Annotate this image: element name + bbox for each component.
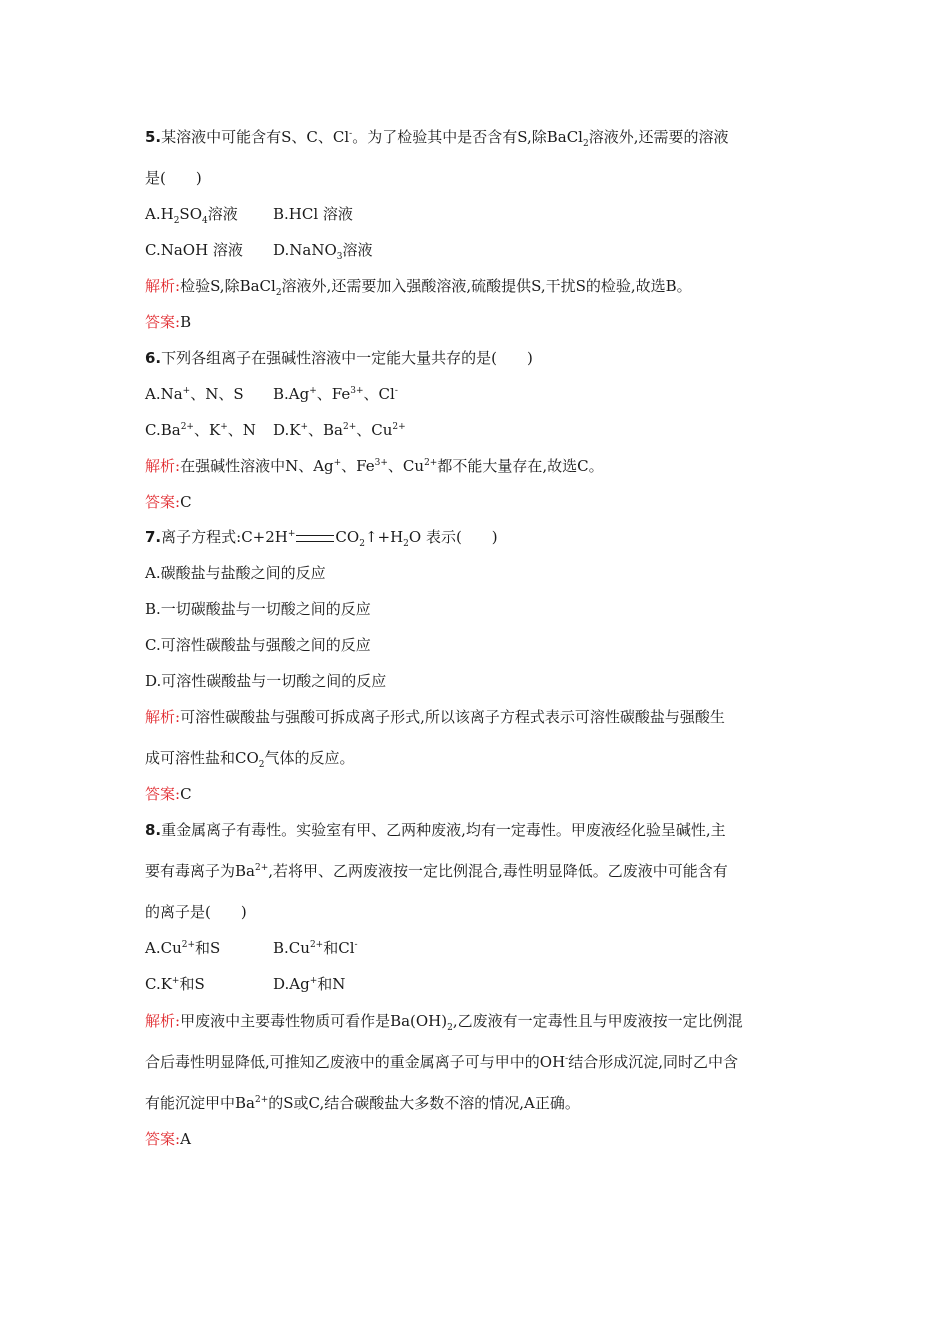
analysis-label: 解析: (145, 457, 181, 475)
q8-stem-line3: 的离子是( ) (145, 903, 247, 921)
q6-options-ab (145, 384, 398, 404)
q6-number: 6. (145, 349, 162, 367)
answer-label: 答案: (145, 1130, 181, 1148)
q8-analysis-line3: 有能沉淀甲中$Ba^{2+}$的S或C,结合碳酸盐大多数不溶的情况,A正确。 (145, 1094, 580, 1112)
answer-value: B (180, 313, 192, 331)
q6-option-a: A.Na+、N、S (145, 385, 244, 403)
q7-stem: 7.离子方程式:C+2H+ $CO_2↑+H_2O$ 表示( ) (145, 528, 498, 549)
q7-option-d: D.可溶性碳酸盐与一切酸之间的反应 (145, 672, 387, 690)
q8-option-c: C.K+和S (145, 975, 205, 993)
answer-label: 答案: (145, 313, 181, 331)
q5-options-cd (145, 240, 373, 262)
q7-analysis-line2: 成可溶性盐和$CO_2$气体的反应。 (145, 749, 355, 770)
q6-stem: 6.下列各组离子在强碱性溶液中一定能大量共存的是( ) (145, 349, 533, 367)
q6-answer (145, 492, 192, 512)
analysis-label: 解析: (145, 708, 181, 726)
q5-answer (145, 312, 191, 332)
q6-option-c: $C.Ba^{2+}$、K+、N (145, 421, 256, 439)
q5-stem-line1: 5.某溶液中可能含有S、C、Cl-。为了检验其中是否含有S,除BaCl$_2$溶液外,还需要的溶液 (145, 128, 729, 149)
q8-options-cd (145, 974, 346, 994)
analysis-label: 解析: (145, 1012, 181, 1030)
q8-option-a: $A.Cu^{2+}$和S (145, 939, 221, 957)
q6-analysis: 解析:在强碱性溶液中N、Ag+、$Fe^{3+}$、$Cu^{2+}$都不能大量存在,故选C。 (145, 457, 604, 475)
answer-value: C (180, 785, 192, 803)
answer-value: C (180, 493, 192, 511)
equation-equals-sign (296, 535, 334, 542)
q8-stem-line2: 要有毒离子为$Ba^{2+}$,若将甲、乙两废液按一定比例混合,毒性明显降低。乙废液中可能含有 (145, 862, 728, 880)
q7-option-c: C.可溶性碳酸盐与强酸之间的反应 (145, 636, 371, 654)
answer-value: A (180, 1130, 191, 1148)
q8-answer (145, 1129, 191, 1149)
q8-options-ab (145, 938, 358, 958)
analysis-label: 解析: (145, 277, 181, 295)
q7-option-b: B.一切碳酸盐与一切酸之间的反应 (145, 600, 371, 618)
q5-stem-line2: 是( ) (145, 169, 202, 187)
q8-number: 8. (145, 821, 162, 839)
q5-options-ab (145, 204, 353, 226)
q8-analysis-line1: 解析:甲废液中主要毒性物质可看作是$Ba(OH)_2$,乙废液有一定毒性且与甲废液按一定比例混 (145, 1012, 743, 1033)
answer-label: 答案: (145, 785, 181, 803)
q6-option-b: B.Ag+、$Fe^{3+}$、Cl- (273, 385, 398, 403)
q5-option-c: C.NaOH 溶液 (145, 241, 243, 259)
q8-option-b: $B.Cu^{2+}$和Cl- (273, 939, 358, 957)
answer-label: 答案: (145, 493, 181, 511)
q5-number: 5. (145, 128, 162, 146)
q8-stem-line1: 8.重金属离子有毒性。实验室有甲、乙两种废液,均有一定毒性。甲废液经化验呈碱性,主 (145, 821, 726, 839)
q7-answer (145, 784, 192, 804)
q5-option-d: D.NaNO$_3$溶液 (273, 241, 373, 262)
q7-option-a: A.碳酸盐与盐酸之间的反应 (145, 564, 326, 582)
q7-analysis-line1: 解析:可溶性碳酸盐与强酸可拆成离子形式,所以该离子方程式表示可溶性碳酸盐与强酸生 (145, 708, 725, 726)
q5-option-a: $A.H_2SO_4$溶液 (145, 205, 238, 226)
q5-option-b: B.HCl 溶液 (273, 205, 353, 223)
q5-analysis: 解析:检验S,除BaCl$_2$溶液外,还需要加入强酸溶液,硫酸提供S,干扰S的检验,故选B。 (145, 277, 692, 298)
q6-option-d: D.K+、$Ba^{2+}$、$Cu^{2+}$ (273, 421, 406, 439)
q8-option-d: D.Ag+和N (273, 975, 346, 993)
q6-options-cd (145, 420, 406, 440)
q7-number: 7. (145, 528, 162, 546)
q8-analysis-line2: 合后毒性明显降低,可推知乙废液中的重金属离子可与甲中的OH-结合形成沉淀,同时乙中含 (145, 1053, 738, 1071)
